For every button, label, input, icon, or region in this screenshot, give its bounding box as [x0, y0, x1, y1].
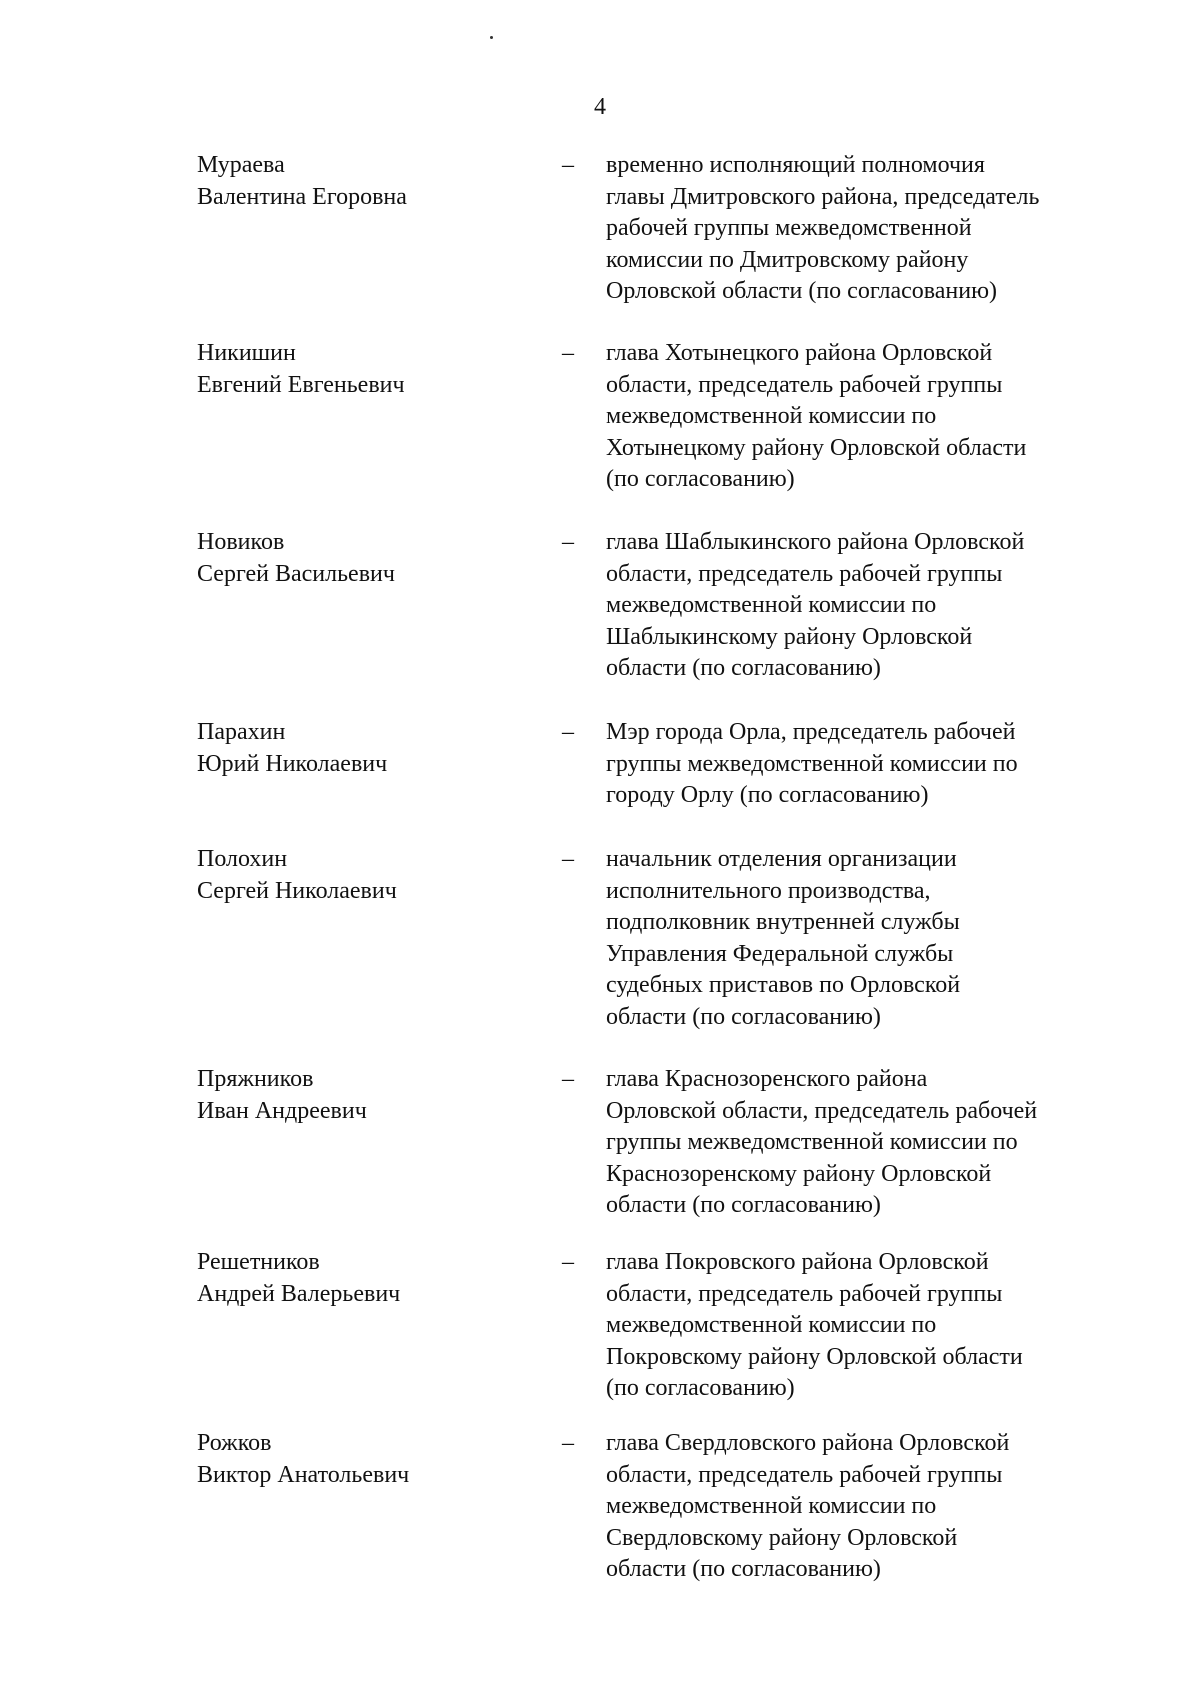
role-line: группы межведомственной комиссии по [606, 750, 1018, 777]
role-line: Орловской области, председатель рабочей [606, 1097, 1038, 1124]
role-line: комиссии по Дмитровскому району [606, 246, 969, 273]
member-role [606, 1428, 1126, 1586]
role-line: Свердловскому району Орловской [606, 1524, 958, 1551]
role-line: Покровскому району Орловской области [606, 1343, 1023, 1370]
scan-speck [490, 36, 493, 39]
member-role [606, 844, 1126, 1033]
member-given-name: Валентина Егоровна [197, 183, 407, 210]
role-line: рабочей группы межведомственной [606, 215, 972, 241]
role-line: области (по согласованию) [606, 1556, 881, 1582]
role-line: подполковник внутренней службы [606, 909, 960, 935]
member-name [197, 1247, 557, 1310]
role-line: области (по согласованию) [606, 1003, 881, 1030]
role-line: глава Покровского района Орловской [606, 1249, 989, 1275]
role-line: межведомственной комиссии по [606, 403, 937, 429]
member-given-name: Юрий Николаевич [197, 750, 388, 777]
role-line: области, председатель рабочей группы [606, 1461, 1003, 1488]
role-line: городу Орлу (по согласованию) [606, 782, 929, 808]
dash-separator: – [562, 340, 574, 366]
member-role [606, 527, 1126, 685]
member-surname: Рожков [197, 1430, 272, 1456]
role-line: (по согласованию) [606, 466, 795, 492]
member-given-name: Иван Андреевич [197, 1097, 367, 1124]
role-line: Краснозоренскому району Орловской [606, 1160, 992, 1187]
member-name [197, 1064, 557, 1127]
member-surname: Полохин [197, 846, 288, 872]
member-given-name: Евгений Евгеньевич [197, 371, 405, 398]
member-given-name: Виктор Анатольевич [197, 1461, 410, 1488]
dash-separator: – [562, 846, 574, 872]
page-number: 4 [594, 94, 606, 120]
role-line: Управления Федеральной службы [606, 940, 954, 967]
role-line: области (по согласованию) [606, 1192, 881, 1218]
member-name [197, 844, 557, 907]
role-line: глава Хотынецкого района Орловской [606, 340, 993, 366]
role-line: области (по согласованию) [606, 655, 881, 681]
dash-separator: – [562, 152, 574, 178]
role-line: (по согласованию) [606, 1375, 795, 1401]
role-line: глава Свердловского района Орловской [606, 1430, 1010, 1456]
role-line: области, председатель рабочей группы [606, 1280, 1003, 1307]
member-name [197, 150, 557, 213]
dash-separator: – [562, 1249, 574, 1275]
role-line: судебных приставов по Орловской [606, 972, 961, 998]
role-line: главы Дмитровского района, председатель [606, 183, 1040, 210]
member-role [606, 1064, 1126, 1222]
role-line: начальник отделения организации [606, 846, 957, 872]
member-given-name: Сергей Васильевич [197, 560, 395, 587]
member-role [606, 150, 1126, 308]
dash-separator: – [562, 1430, 574, 1456]
dash-separator: – [562, 1066, 574, 1092]
member-surname: Парахин [197, 719, 286, 745]
member-role [606, 338, 1126, 496]
dash-separator: – [562, 719, 574, 745]
member-name [197, 1428, 557, 1491]
role-line: глава Краснозоренского района [606, 1066, 928, 1092]
role-line: Орловской области (по согласованию) [606, 278, 998, 304]
member-surname: Пряжников [197, 1066, 314, 1092]
role-line: межведомственной комиссии по [606, 1493, 937, 1519]
member-surname: Мураева [197, 152, 285, 178]
role-line: глава Шаблыкинского района Орловской [606, 529, 1025, 555]
member-name [197, 527, 557, 590]
member-name [197, 338, 557, 401]
member-role [606, 717, 1126, 812]
role-line: временно исполняющий полномочия [606, 152, 985, 178]
role-line: исполнительного производства, [606, 877, 931, 904]
role-line: области, председатель рабочей группы [606, 371, 1003, 398]
member-role [606, 1247, 1126, 1405]
role-line: Мэр города Орла, председатель рабочей [606, 719, 1016, 745]
member-name [197, 717, 557, 780]
role-line: Хотынецкому району Орловской области [606, 434, 1027, 461]
member-surname: Решетников [197, 1249, 320, 1275]
role-line: области, председатель рабочей группы [606, 560, 1003, 587]
member-given-name: Сергей Николаевич [197, 877, 397, 904]
role-line: группы межведомственной комиссии по [606, 1129, 1018, 1155]
member-surname: Новиков [197, 529, 285, 555]
role-line: межведомственной комиссии по [606, 592, 937, 618]
member-given-name: Андрей Валерьевич [197, 1280, 401, 1307]
role-line: Шаблыкинскому району Орловской [606, 623, 973, 650]
role-line: межведомственной комиссии по [606, 1312, 937, 1338]
member-surname: Никишин [197, 340, 296, 366]
dash-separator: – [562, 529, 574, 555]
